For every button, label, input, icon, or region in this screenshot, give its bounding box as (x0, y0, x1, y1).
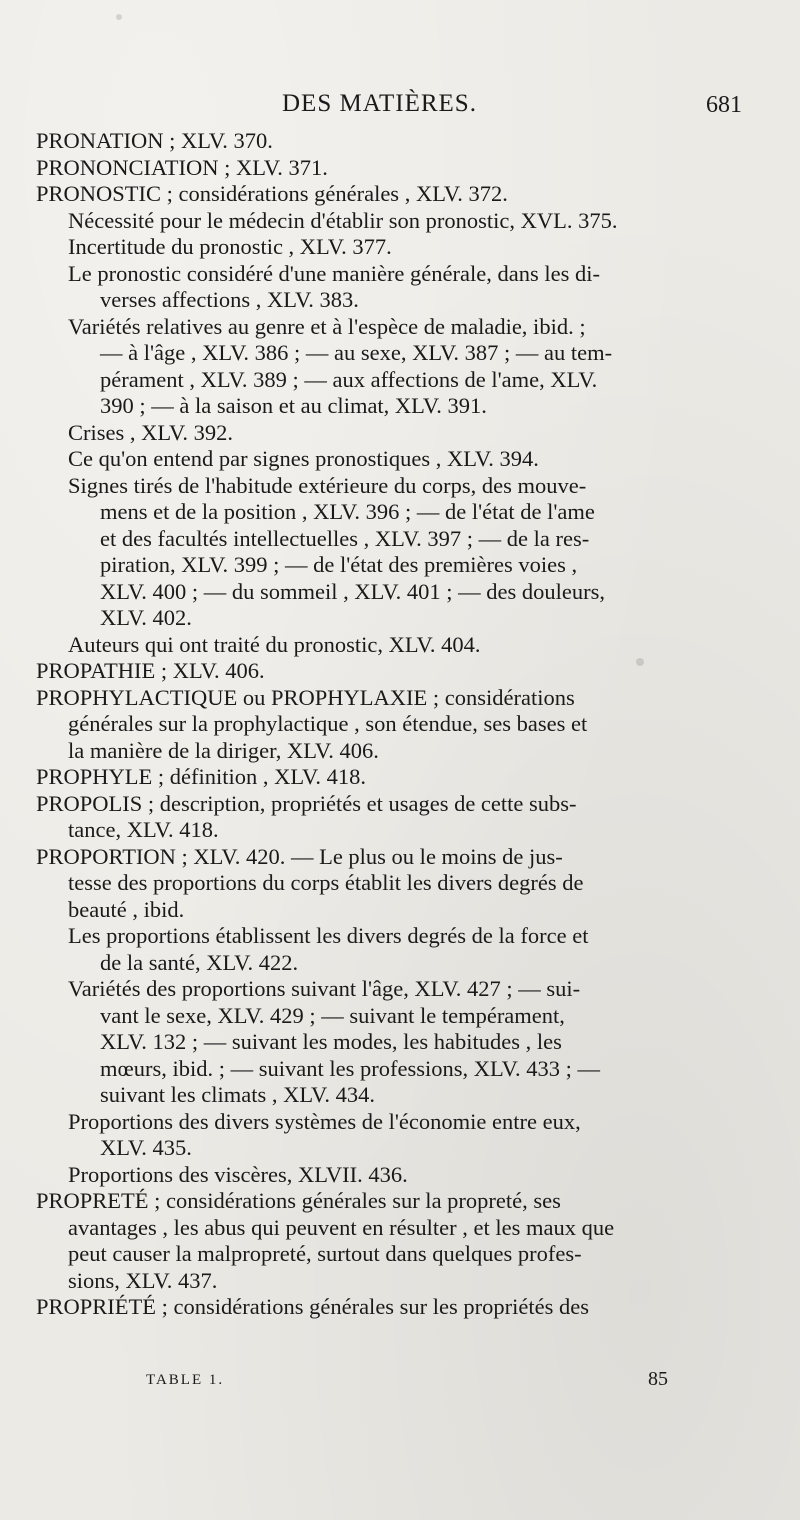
index-line: PROPRETÉ ; considérations générales sur la propreté, ses (36, 1188, 561, 1213)
index-line: et des facultés intellectuelles , XLV. 397 ; — de la res- (100, 525, 590, 551)
index-line: PROPHYLACTIQUE ou PROPHYLAXIE ; considérations (36, 684, 575, 710)
index-line: PROPATHIE ; XLV. 406. (36, 658, 265, 683)
page-number: 681 (706, 92, 742, 118)
index-line: Auteurs qui ont traité du pronostic, XLV. 404. (68, 631, 481, 657)
index-line: suivant les climats , XLV. 434. (100, 1082, 375, 1107)
index-entries (36, 128, 770, 1321)
index-line: sions, XLV. 437. (68, 1267, 218, 1293)
index-line: PRONATION ; XLV. 370. (36, 128, 273, 153)
page-header (0, 90, 800, 130)
index-line: — à l'âge , XLV. 386 ; — au sexe, XLV. 387 ; — au tem- (100, 340, 613, 365)
index-line: Signes tirés de l'habitude extérieure du corps, des mouve- (68, 472, 587, 498)
index-line: vant le sexe, XLV. 429 ; — suivant le tempérament, (100, 1002, 565, 1028)
index-line: peut causer la malpropreté, surtout dans quelques profes- (68, 1241, 582, 1266)
index-line: Le pronostic considéré d'une manière générale, dans les di- (68, 260, 600, 286)
index-line: mens et de la position , XLV. 396 ; — de l'état de l'ame (100, 499, 595, 524)
index-line: la manière de la diriger, XLV. 406. (68, 737, 379, 763)
index-line: Ce qu'on entend par signes pronostiques , XLV. 394. (68, 446, 539, 471)
running-title: DES MATIÈRES. (282, 90, 477, 117)
index-line: Incertitude du pronostic , XLV. 377. (68, 234, 392, 259)
index-line: piration, XLV. 399 ; — de l'état des premières voies , (100, 552, 578, 577)
index-line: mœurs, ibid. ; — suivant les professions, XLV. 433 ; — (100, 1055, 601, 1081)
index-line: Variétés des proportions suivant l'âge, XLV. 427 ; — sui- (68, 976, 581, 1001)
index-line: générales sur la prophylactique , son étendue, ses bases et (68, 711, 588, 736)
index-line: Proportions des viscères, XLVII. 436. (68, 1161, 408, 1187)
index-line: de la santé, XLV. 422. (100, 949, 299, 975)
index-line: tance, XLV. 418. (68, 817, 219, 842)
index-line: PROPHYLE ; définition , XLV. 418. (36, 764, 367, 789)
sheet-number: 85 (648, 1368, 668, 1390)
index-line: Les proportions établissent les divers degrés de la force et (68, 923, 589, 948)
index-line: Crises , XLV. 392. (68, 419, 234, 445)
index-line: PROPRIÉTÉ ; considérations générales sur les propriétés des (36, 1294, 590, 1319)
index-line: PROPOLIS ; description, propriétés et usages de cette subs- (36, 790, 577, 816)
index-line: Variétés relatives au genre et à l'espèce de maladie, ibid. ; (68, 313, 586, 339)
index-line: PRONOSTIC ; considérations générales , XLV. 372. (36, 181, 508, 206)
index-line: beauté , ibid. (68, 896, 185, 922)
index-line: 390 ; — à la saison et au climat, XLV. 391. (100, 393, 487, 418)
signature-mark: TABLE 1. (146, 1372, 225, 1388)
index-line: XLV. 435. (100, 1135, 192, 1160)
index-line: verses affections , XLV. 383. (100, 287, 359, 312)
index-line: XLV. 132 ; — suivant les modes, les habitudes , les (100, 1029, 562, 1054)
index-line: pérament , XLV. 389 ; — aux affections de l'ame, XLV. (100, 366, 598, 392)
index-line: XLV. 400 ; — du sommeil , XLV. 401 ; — des douleurs, (100, 578, 606, 604)
index-line: XLV. 402. (100, 605, 192, 630)
index-line: PRONONCIATION ; XLV. 371. (36, 154, 328, 180)
index-line: tesse des proportions du corps établit les divers degrés de (68, 870, 584, 895)
index-line: Nécessité pour le médecin d'établir son pronostic, XVL. 375. (68, 207, 618, 233)
index-line: Proportions des divers systèmes de l'économie entre eux, (68, 1108, 581, 1134)
index-line: avantages , les abus qui peuvent en résulter , et les maux que (68, 1214, 615, 1240)
page-footer (0, 1368, 800, 1398)
index-line: PROPORTION ; XLV. 420. — Le plus ou le moins de jus- (36, 843, 563, 869)
ink-spot (116, 14, 122, 20)
